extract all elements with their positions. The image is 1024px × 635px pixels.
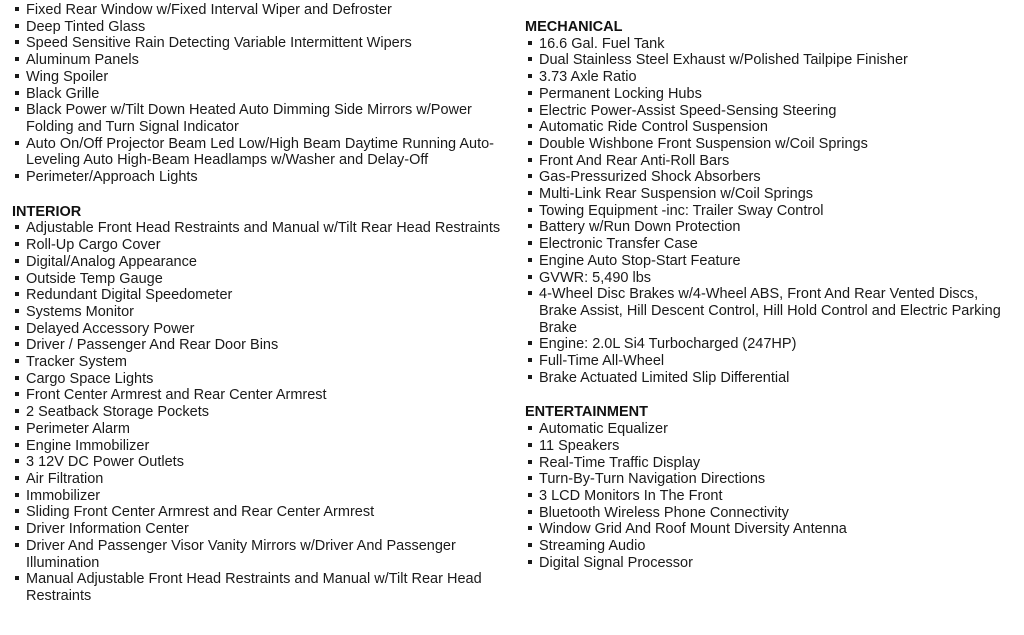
list-item-text: Full-Time All-Wheel [539,353,665,370]
list-item [12,371,512,388]
list-item [12,438,512,455]
bullet-icon [528,191,532,195]
list-item [12,337,512,354]
bullet-icon [528,241,532,245]
bullet-icon [15,40,19,44]
list-item [525,505,1020,522]
interior-section [12,204,512,605]
bullet-icon [15,409,19,413]
list-item [525,353,1020,370]
list-item [525,471,1020,488]
list-item-text: Tracker System [26,354,127,371]
bullet-icon [528,141,532,145]
bullet-icon [15,141,19,145]
list-item [525,555,1020,572]
list-item [12,287,512,304]
bullet-icon [15,107,19,111]
list-item [525,153,1020,170]
list-item [525,438,1020,455]
bullet-icon [15,242,19,246]
list-item [525,286,1020,336]
mechanical-heading: MECHANICAL [525,19,623,35]
bullet-icon [15,376,19,380]
bullet-icon [15,259,19,263]
list-item [525,421,1020,438]
list-item-text: Front And Rear Anti-Roll Bars [539,152,730,169]
list-item-text: Perimeter Alarm [26,420,130,437]
bullet-icon [15,57,19,61]
list-item-text: 3.73 Axle Ratio [539,69,637,86]
list-item [12,421,512,438]
bullet-icon [528,460,532,464]
list-item-text: Perimeter/Approach Lights [26,169,198,186]
bullet-icon [528,543,532,547]
bullet-icon [528,443,532,447]
list-item-text: Streaming Audio [539,538,646,555]
list-item [525,103,1020,120]
bullet-icon [15,91,19,95]
list-item [525,136,1020,153]
list-item [12,220,512,237]
list-item-text: Systems Monitor [26,303,134,320]
list-item-text: Brake Actuated Limited Slip Differential [539,369,790,386]
list-item-text: Front Center Armrest and Rear Center Armrest [26,387,327,404]
list-item [12,19,512,36]
bullet-icon [528,560,532,564]
list-item-text: Speed Sensitive Rain Detecting Variable Intermittent Wipers [26,35,412,52]
list-item-text: Redundant Digital Speedometer [26,287,233,304]
list-item-text: Delayed Accessory Power [26,320,195,337]
list-item [12,254,512,271]
list-item [525,270,1020,287]
bullet-icon [528,275,532,279]
list-item-text: Digital Signal Processor [539,554,693,571]
list-item [525,186,1020,203]
bullet-icon [15,426,19,430]
list-item-text: Black Grille [26,85,100,102]
list-item-text: Cargo Space Lights [26,370,154,387]
list-item-text: Aluminum Panels [26,52,139,69]
list-item-text: Driver / Passenger And Rear Door Bins [26,337,279,354]
list-item [12,471,512,488]
bullet-icon [528,158,532,162]
list-item [525,203,1020,220]
entertainment-heading: ENTERTAINMENT [525,404,648,421]
list-item [525,336,1020,353]
list-item [525,86,1020,103]
entertainment-list [525,421,1020,571]
list-item-text: Towing Equipment -inc: Trailer Sway Control [539,202,824,219]
list-item-text: Double Wishbone Front Suspension w/Coil Springs [539,135,868,152]
list-item [525,219,1020,236]
exterior-section [12,2,512,186]
list-item [12,354,512,371]
list-item [525,455,1020,472]
bullet-icon [15,526,19,530]
list-item [12,86,512,103]
list-item-text: Automatic Equalizer [539,421,668,438]
list-item-text: Gas-Pressurized Shock Absorbers [539,169,761,186]
list-item [12,271,512,288]
list-item [12,454,512,471]
bullet-icon [528,208,532,212]
list-item [525,69,1020,86]
list-item-text: Deep Tinted Glass [26,18,146,35]
list-item [525,119,1020,136]
list-item-text: Sliding Front Center Armrest and Rear Center Armrest [26,504,375,521]
list-item-text: Engine Auto Stop-Start Feature [539,252,741,269]
bullet-icon [528,124,532,128]
bullet-icon [15,326,19,330]
list-item-text: 3 LCD Monitors In The Front [539,487,723,504]
list-item [12,504,512,521]
bullet-icon [528,57,532,61]
mechanical-list [525,36,1020,387]
bullet-icon [528,74,532,78]
bullet-icon [528,493,532,497]
bullet-icon [528,375,532,379]
list-item-text: Engine: 2.0L Si4 Turbocharged (247HP) [539,336,797,353]
list-item [12,102,512,135]
list-item-text: 4-Wheel Disc Brakes w/4-Wheel ABS, Front And Rear Vented Discs, Brake Assist, Hill Descent Control, Hill Hold Control and Electric Parking Brake [539,286,1001,336]
bullet-icon [15,74,19,78]
list-item [525,169,1020,186]
list-item-text: Black Power w/Tilt Down Heated Auto Dimming Side Mirrors w/Power Folding and Turn Signal Indicator [26,102,472,135]
list-item-text: Digital/Analog Appearance [26,253,197,270]
list-item-text: Fixed Rear Window w/Fixed Interval Wiper and Defroster [26,2,392,18]
list-item-text: GVWR: 5,490 lbs [539,269,652,286]
bullet-icon [528,291,532,295]
bullet-icon [528,341,532,345]
list-item [12,2,512,19]
list-item-text: Roll-Up Cargo Cover [26,237,161,254]
list-item [12,387,512,404]
list-item-text: Auto On/Off Projector Beam Led Low/High Beam Daytime Running Auto-Leveling Auto High-Beam Headlamps w/Washer and Delay-Off [26,135,495,169]
list-item-text: Bluetooth Wireless Phone Connectivity [539,504,789,521]
list-item [525,236,1020,253]
bullet-icon [528,510,532,514]
bullet-icon [528,426,532,430]
bullet-icon [15,459,19,463]
list-item-text: Adjustable Front Head Restraints and Manual w/Tilt Rear Head Restraints [26,220,501,237]
list-item [12,571,512,604]
list-item-text: Turn-By-Turn Navigation Directions [539,471,766,488]
bullet-icon [528,526,532,530]
list-item-text: Wing Spoiler [26,68,109,85]
bullet-icon [528,41,532,45]
list-item-text: Driver And Passenger Visor Vanity Mirrors w/Driver And Passenger Illumination [26,537,456,571]
bullet-icon [15,509,19,513]
list-item-text: Electric Power-Assist Speed-Sensing Steering [539,102,837,119]
list-item-text: 11 Speakers [539,437,620,454]
list-item-text: Electronic Transfer Case [539,236,698,253]
list-item [525,370,1020,387]
list-item-text: Manual Adjustable Front Head Restraints and Manual w/Tilt Rear Head Restraints [26,571,482,604]
bullet-icon [528,224,532,228]
bullet-icon [528,91,532,95]
bullet-icon [528,358,532,362]
bullet-icon [15,476,19,480]
bullet-icon [15,359,19,363]
bullet-icon [15,443,19,447]
left-column [12,2,512,605]
list-item [525,538,1020,555]
interior-heading: INTERIOR [12,203,82,220]
bullet-icon [15,24,19,28]
bullet-icon [15,392,19,396]
list-item-text: Dual Stainless Steel Exhaust w/Polished Tailpipe Finisher [539,52,908,69]
list-item-text: Air Filtration [26,470,104,487]
list-item [525,36,1020,53]
mechanical-section [525,19,1020,386]
list-item [12,35,512,52]
interior-list [12,220,512,604]
list-item [12,488,512,505]
list-item [12,321,512,338]
bullet-icon [15,576,19,580]
list-item-text: 2 Seatback Storage Pockets [26,404,209,421]
list-item [12,69,512,86]
list-item [525,488,1020,505]
bullet-icon [528,258,532,262]
list-item [12,538,512,571]
list-item [525,52,1020,69]
list-item-text: Window Grid And Roof Mount Diversity Antenna [539,521,847,538]
list-item [525,253,1020,270]
list-item [12,404,512,421]
bullet-icon [15,543,19,547]
section-spacer [12,186,512,204]
list-item [12,52,512,69]
list-item [12,304,512,321]
list-item-text: Automatic Ride Control Suspension [539,119,768,136]
list-item-text: Permanent Locking Hubs [539,85,702,102]
bullet-icon [15,309,19,313]
exterior-list [12,2,512,186]
bullet-icon [528,476,532,480]
list-item [12,521,512,538]
list-item-text: Immobilizer [26,487,101,504]
bullet-icon [15,174,19,178]
bullet-icon [15,276,19,280]
list-item-text: Multi-Link Rear Suspension w/Coil Springs [539,186,814,203]
bullet-icon [15,225,19,229]
list-item-text: Outside Temp Gauge [26,270,163,287]
list-item-text: Driver Information Center [26,521,189,538]
bullet-icon [15,7,19,11]
bullet-icon [15,342,19,346]
bullet-icon [528,108,532,112]
bullet-icon [528,174,532,178]
list-item-text: 16.6 Gal. Fuel Tank [539,35,665,52]
list-item-text: Real-Time Traffic Display [539,454,701,471]
list-item [12,169,512,186]
entertainment-section [525,404,1020,571]
list-item-text: 3 12V DC Power Outlets [26,454,184,471]
list-item-text: Engine Immobilizer [26,437,150,454]
list-item-text: Battery w/Run Down Protection [539,219,741,236]
list-item [12,237,512,254]
list-item [12,136,512,169]
list-item [525,521,1020,538]
section-spacer [525,386,1020,404]
bullet-icon [15,493,19,497]
right-column [525,19,1020,572]
bullet-icon [15,292,19,296]
